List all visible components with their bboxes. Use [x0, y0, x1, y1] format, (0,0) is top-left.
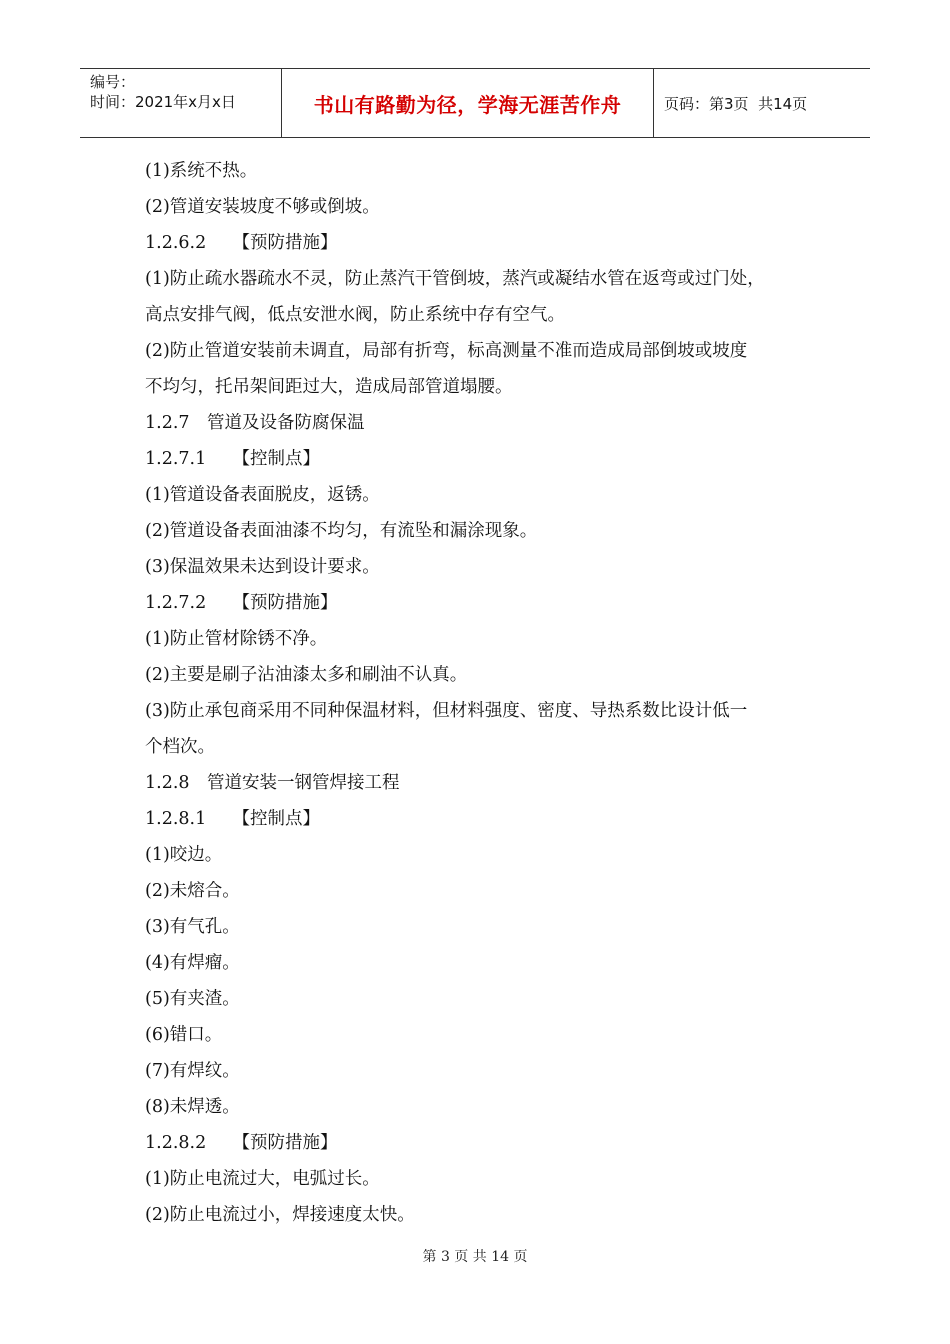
text-line: (3)保温效果未达到设计要求。: [145, 557, 380, 577]
text-line: (2)防止管道安装前未调直，局部有折弯，标高测量不准而造成局部倒坡或坡度: [145, 341, 748, 361]
header-page-info: [654, 69, 870, 137]
section-heading: 1.2.8 管道安装一钢管焊接工程: [145, 773, 400, 793]
text-line: (2)管道安装坡度不够或倒坡。: [145, 197, 380, 217]
text-line: (1)防止电流过大，电弧过长。: [145, 1169, 380, 1189]
section-heading: 1.2.8.2 【预防措施】: [145, 1133, 338, 1153]
section-heading: 1.2.7 管道及设备防腐保温: [145, 413, 365, 433]
page-footer: 第 3 页 共 14 页: [422, 1249, 528, 1265]
document-date: 时间：2021年x月x日: [90, 93, 236, 111]
text-line: (1)防止疏水器疏水不灵，防止蒸汽干管倒坡，蒸汽或凝结水管在返弯或过门处，: [145, 269, 765, 289]
text-line: 个档次。: [145, 737, 215, 757]
header-motto: 书山有路勤为径，学海无涯苦作舟: [282, 69, 654, 137]
text-line: (6)错口。: [145, 1025, 223, 1045]
document-body: [145, 153, 835, 1233]
header-meta: [80, 69, 282, 137]
text-line: (7)有焊纹。: [145, 1061, 240, 1081]
text-line: (3)防止承包商采用不同种保温材料，但材料强度、密度、导热系数比设计低一: [145, 701, 748, 721]
text-line: 不均匀，托吊架间距过大，造成局部管道塌腰。: [145, 377, 513, 397]
text-line: (2)未熔合。: [145, 881, 240, 901]
text-line: (1)系统不热。: [145, 161, 258, 181]
text-line: (4)有焊瘤。: [145, 953, 240, 973]
text-line: (8)未焊透。: [145, 1097, 240, 1117]
section-heading: 1.2.7.1 【控制点】: [145, 449, 320, 469]
section-heading: 1.2.8.1 【控制点】: [145, 809, 320, 829]
text-line: (5)有夹渣。: [145, 989, 240, 1009]
text-line: (3)有气孔。: [145, 917, 240, 937]
document-number: 编号：: [90, 73, 136, 91]
text-line: (1)咬边。: [145, 845, 223, 865]
text-line: (2)管道设备表面油漆不均匀，有流坠和漏涂现象。: [145, 521, 538, 541]
text-line: (1)管道设备表面脱皮，返锈。: [145, 485, 380, 505]
header-page-number: 页码：第3页 共14页: [664, 94, 808, 113]
page-header: [80, 68, 870, 138]
text-line: (2)防止电流过小，焊接速度太快。: [145, 1205, 415, 1225]
section-heading: 1.2.6.2 【预防措施】: [145, 233, 338, 253]
section-heading: 1.2.7.2 【预防措施】: [145, 593, 338, 613]
text-line: (1)防止管材除锈不净。: [145, 629, 328, 649]
text-line: 高点安排气阀，低点安泄水阀，防止系统中存有空气。: [145, 305, 565, 325]
text-line: (2)主要是刷子沾油漆太多和刷油不认真。: [145, 665, 468, 685]
